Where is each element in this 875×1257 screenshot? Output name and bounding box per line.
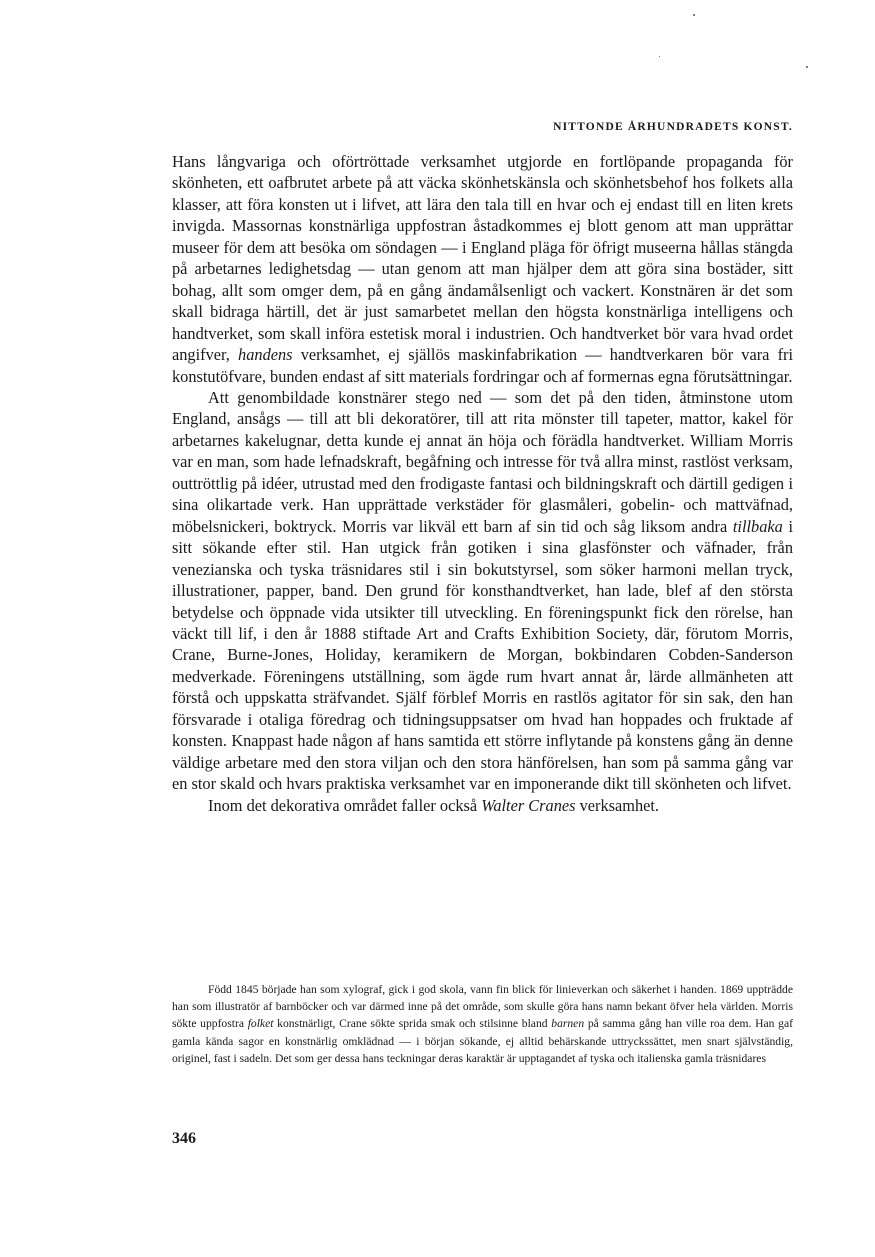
- emphasis-barnen: barnen: [551, 1017, 585, 1031]
- paragraph-3: Inom det dekorativa området faller också Walter Cranes verksamhet.: [208, 795, 660, 815]
- emphasis-tillbaka: tillbaka: [732, 516, 783, 536]
- print-speck: [659, 56, 660, 57]
- running-header: NITTONDE ÅRHUNDRADETS KONST.: [553, 121, 793, 133]
- paragraph-2: Att genombildade konstnärer stego ned — som det på den tiden, åtminstone utom England, ansågs — till att bli dekoratörer, till att rita mönster till tapeter, mattor, kakel för arbetarnes kakelugnar, detta kunde ej annat än höja och förädla handtverket. William Morris var en man, som hade lefnadskraft, begåfning och intresse för två allra minst, rastlöst verksam, outtröttlig på idéer, utrustad med den frodigaste fantasi och bildningskraft och därtill gedigen i sina olikartade verk. Han upprättade verkstäder för glasmåleri, gobelin- och mattväfnad, möbelsnickeri, boktryck. Morris var likväl ett barn af sin tid och såg liksom andra tillbaka i sitt sökande efter stil. Han utgick från gotiken i sina glasfönster och väfnader, från venezianska och tyska träsnidares stil i sin bokutstyrsel, som söker harmoni mellan tryck, illustrationer, papper, band. Den grund för konsthandtverket, han lade, blef af den största betydelse och öppnade vida utsikter till utveckling. En föreningspunkt fick den rörelse, han väckt till lif, i den år 1888 stiftade Art and Crafts Exhibition Society, där, förutom Morris, Crane, Burne-Jones, Holiday, keramikern de Morgan, bokbindaren Cobden-Sanderson medverkade. Föreningens utställning, som ägde rum hvart annat år, lärde allmänheten att förstå och uppskatta sträfvandet. Själf förblef Morris en rastlös agitator för sin sak, den han försvarade i otaliga föredrag och tidningsuppsatser om hvad han hoppades och fruktade af konsten. Knappast hade någon af hans samtida ett större inflytande på konstens gång än denne väldige arbetare med den stora viljan och den stora hänförelsen, han som på samma gång var en stor skald och hvars praktiska verksamhet var en imponerande dikt till skönheten och lifvet.: [172, 387, 793, 794]
- print-speck: [806, 66, 808, 68]
- emphasis-folket: folket: [247, 1017, 274, 1031]
- paragraph-1: Hans långvariga och oförtröttade verksamhet utgjorde en fortlöpande propaganda för skönheten, ett oafbrutet arbete på att väcka skönhetskänsla och skönhetsbehof hos folkets alla klasser, att föra konsten ut i lifvet, att lära den tala till en hvar och ej endast till en liten krets invigda. Massornas konstnärliga uppfostran åstadkommes ej blott genom att man upprättar museer för dem att besöka om söndagen — i England pläga för öfrigt museerna hållas stängda på arbetarnes ledighetsdag — utan genom att man hjälper dem att göra sina bostäder, sitt bohag, allt som omger dem, på en gång ändamålsenligt och vackert. Konstnären är det som skall bidraga härtill, det är just samarbetet mellan den högsta konstnärliga intelligens och handtverket, som skall införa estetisk moral i industrien. Och handtverket bör vara hvad ordet angifver, handens verksamhet, ej själlös maskinfabrikation — handtverkaren bör vara fri konstutöfvare, bunden endast af sitt materials fordringar och af formernas egna förutsättningar.: [172, 152, 794, 386]
- emphasis-handens: handens: [238, 345, 293, 365]
- small-print-paragraph: Född 1845 började han som xylograf, gick i god skola, vann fin blick för linieverkan och säkerhet i handen. 1869 uppträdde han som illustratör af barnböcker och var därmed inne på det område, som skulle göra hans namn bekant öfver hela världen. Morris sökte uppfostra folket konstnärligt, Crane sökte sprida smak och stilsinne bland barnen på samma gång han ville roa dem. Han gaf gamla kända sagor en konstnärlig omklädnad — i början sökande, ej alltid behärskande uttryckssättet, men snart självständig, originel, fast i sadeln. Det som ger dessa hans teckningar deras karaktär är upptagandet af tyska och italienska gamla träsnidares: [172, 983, 793, 1065]
- print-speck: [693, 14, 695, 16]
- emphasis-walter-cranes: Walter Cranes: [481, 795, 576, 815]
- main-text: [172, 151, 793, 816]
- page-number: 346: [172, 1130, 196, 1147]
